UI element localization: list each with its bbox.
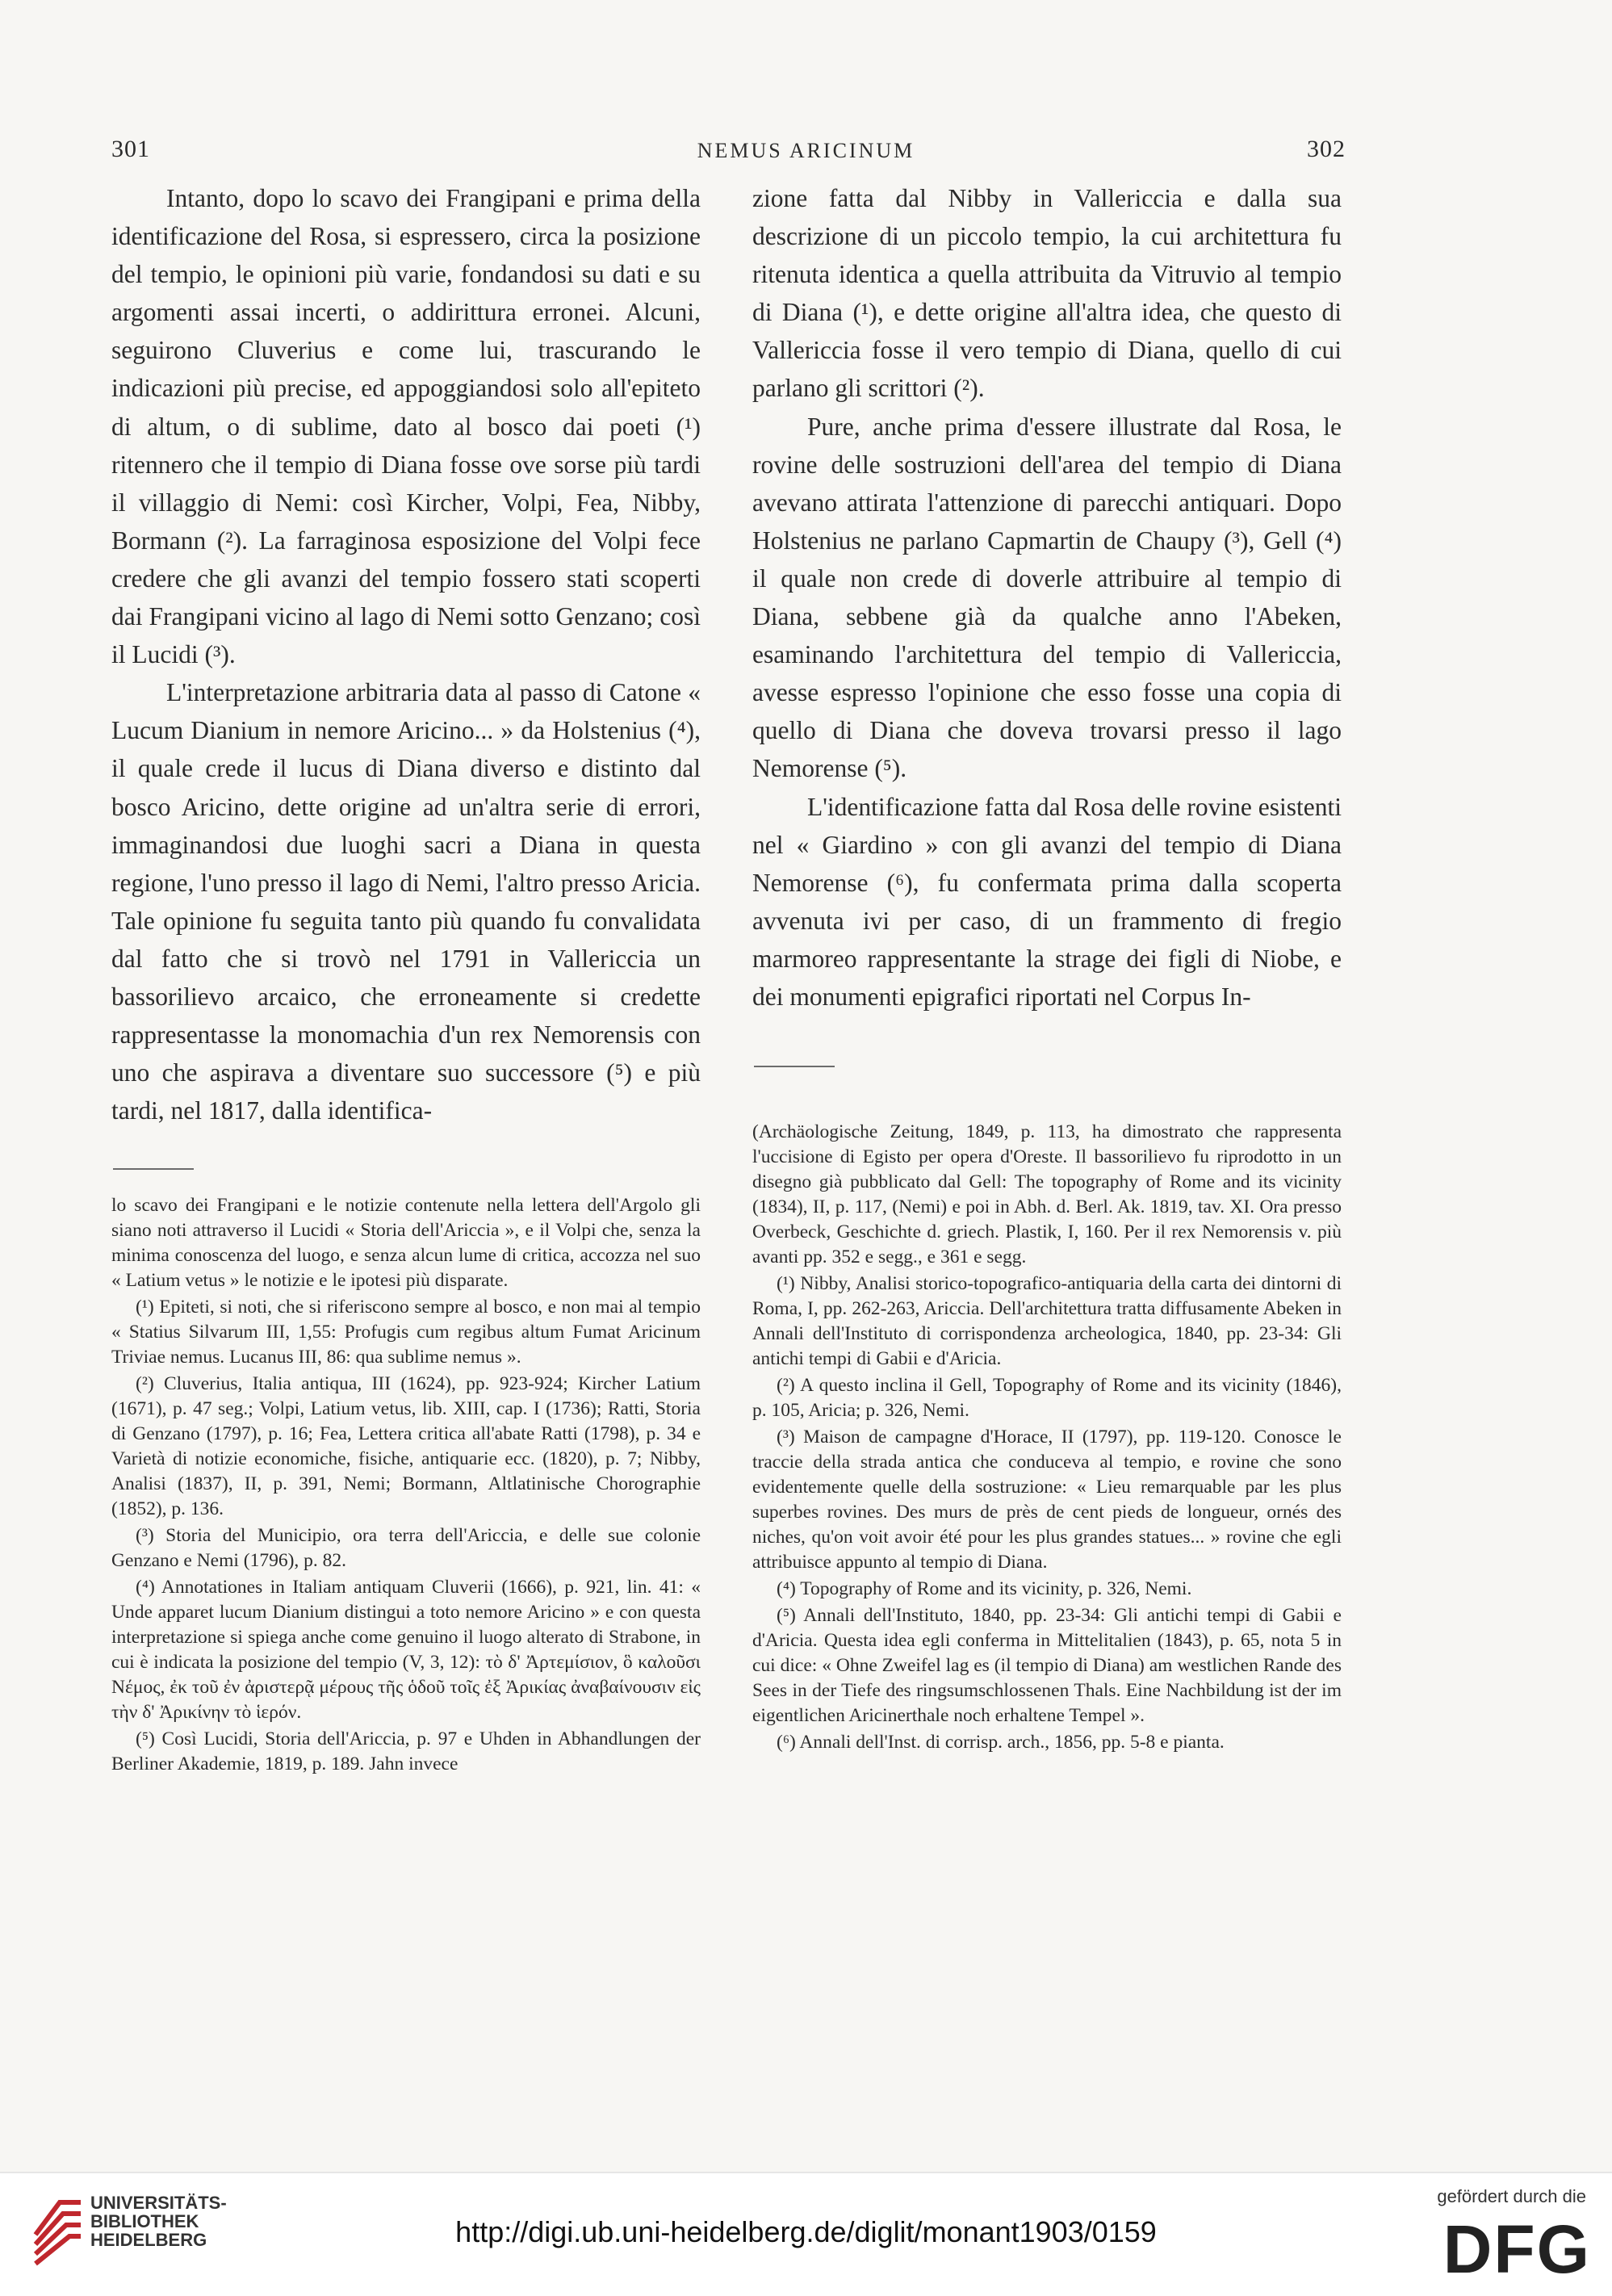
right-text-column — [752, 179, 1342, 1016]
footnote-5: (⁵) Così Lucidi, Storia dell'Ariccia, p. 97 e Uhden in Abhandlungen der Berliner Akademie, 1819, p. 189. Jahn invece — [111, 1728, 701, 1774]
left-footnotes — [111, 1193, 701, 1779]
permalink-url[interactable]: http://digi.ub.uni-heidelberg.de/diglit/monant1903/0159 — [455, 2215, 1157, 2248]
running-title: NEMUS ARICINUM — [697, 139, 915, 162]
funding-caption: gefördert durch die — [1437, 2186, 1586, 2206]
page-number-right: 302 — [1307, 136, 1346, 162]
footnote-1: (¹) Nibby, Analisi storico-topografico-antiquaria della carta dei dintorni di Roma, I, pp. 262-263, Ariccia. Dell'architettura tratta diffusamente Abeken in Annali dell'Instituto di corrispondenza archeologica, 1840, pp. 23-34: Gli antichi tempi di Gabii e d'Aricia. — [752, 1273, 1342, 1369]
footnote-3: (³) Storia del Municipio, ora terra dell'Ariccia, e delle sue colonie Genzano e Nemi (1796), p. 82. — [111, 1525, 701, 1571]
dfg-logo[interactable]: DFG — [1442, 2211, 1591, 2287]
footnote-5: (⁵) Annali dell'Instituto, 1840, pp. 23-34: Gli antichi tempi di Gabii e d'Aricia. Questa idea egli conferma in Mittelitalien (1843), p. 65, nota 5 in cui dice: « Ohne Zweifel lag es (il tempio di Diana) am westlichen Rande des Sees in der Tiefe des ringsumschlossenen Thals. Eine Nachbildung ist der im eigentlichen Aricinerthale noch erhaltene Tempel ». — [752, 1605, 1342, 1726]
library-name[interactable]: UNIVERSITÄTS- BIBLIOTHEK HEIDELBERG — [90, 2193, 227, 2250]
footnote-3: (³) Maison de campagne d'Horace, II (1797), pp. 119-120. Conosce le traccie della strada antica che conduceva al tempio, e rovine che sono evidentemente quelle della sostruzione: « Lieu remarquable par les plus superbes rovines. Des murs de près de cent pieds de longueur, ornés des niches, qu'on voit avoir été pour les plus grandes statues... » rovine che egli attribuisce appunto al tempio di Diana. — [752, 1427, 1342, 1573]
left-text-column — [111, 179, 701, 1129]
left-paragraph-1: Intanto, dopo lo scavo dei Frangipani e prima della identificazione del Rosa, si espressero, circa la posizione del tempio, le opinioni più varie, fondandosi su dati e su argomenti assai incerti, o addirittura erronei. Alcuni, seguirono Cluverius e come lui, trascurando le indicazioni più precise, ed appoggiandosi solo all'epiteto di altum, o di sublime, dato al bosco dai poeti (¹) ritennero che il tempio di Diana fosse ove sorse più tardi il villaggio di Nemi: così Kircher, Volpi, Fea, Nibby, Bormann (²). La farraginosa esposizione del Volpi fece credere che gli avanzi del tempio fossero stati scoperti dai Frangipani vicino al lago di Nemi sotto Genzano; così il Lucidi (³). — [111, 184, 701, 669]
footnote-4: (⁴) Annotationes in Italiam antiquam Cluverii (1666), p. 921, lin. 41: « Unde apparet lucum Dianium distingui a toto nemore Aricino » e con questa interpretazione si spiega anche come genuino il luogo alterato di Strabone, in cui è indicata la posizione del tempio (V, 3, 12): τὸ δ' Ἀρτεμίσιον, ὃ καλοῦσι Νέμος, ἐκ τοῦ ἐν ἀριστερᾷ μέρους τῆς ὁδοῦ τοῖς ἐξ Ἀρικίας ἀναβαίνουσιν εἰς τὴν δ' Ἀρικίνην τὸ ἱερόν. — [111, 1577, 701, 1723]
left-paragraph-2: L'interpretazione arbitraria data al passo di Catone « Lucum Dianium in nemore Aricino... » da Holstenius (⁴), il quale crede il lucus di Diana diverso e distinto dal bosco Aricino, dette origine ad un'altra serie di errori, immaginandosi due luoghi sacri a Diana in questa regione, l'uno presso il lago di Nemi, l'altro presso Aricia. Tale opinione fu seguita tanto più quando fu convalidata dal fatto che si trovò nel 1791 in Vallericcia un bassorilievo arcaico, che erroneamente si credette rappresentasse la monomachia d'un rex Nemorensis con uno che aspirava a diventare suo successore (⁵) e più tardi, nel 1817, dalla identifica- — [111, 678, 701, 1125]
footnote-2: (²) A questo inclina il Gell, Topography of Rome and its vicinity (1846), p. 105, Aricia; p. 326, Nemi. — [752, 1375, 1342, 1421]
footnote-6: (⁶) Annali dell'Inst. di corrisp. arch., 1856, pp. 5-8 e pianta. — [777, 1732, 1225, 1753]
page-number-left: 301 — [111, 136, 150, 162]
footnote-1: (¹) Epiteti, si noti, che si riferiscono sempre al bosco, e non mai al tempio « Statius Silvarum III, 1,55: Profugis cum regibus altum Fumat Aricinum Triviae nemus. Lucanus III, 86: qua sublime nemus ». — [111, 1297, 701, 1368]
right-paragraph-2: Pure, anche prima d'essere illustrate dal Rosa, le rovine delle sostruzioni dell'area del tempio di Diana avevano attirata l'attenzione di parecchi antiquari. Dopo Holstenius ne parlano Capmartin de Chaupy (³), Gell (⁴) il quale non crede di doverle attribuire al tempio di Diana, sebbene già da qualche anno l'Abeken, esaminando l'architettura del tempio di Vallericcia, avesse espresso l'opinione che esso fosse una copia di quello di Diana che doveva trovarsi presso il lago Nemorense (⁵). — [752, 412, 1342, 783]
right-paragraph-1: zione fatta dal Nibby in Vallericcia e dalla sua descrizione di un piccolo tempio, la cui architettura fu ritenuta identica a quella attribuita da Vitruvio al tempio di Diana (¹), e dette origine all'altra idea, che questo di Vallericcia fosse il vero tempio di Diana, quello di cui parlano gli scrittori (²). — [752, 184, 1342, 403]
footnote-4: (⁴) Topography of Rome and its vicinity, p. 326, Nemi. — [777, 1578, 1192, 1599]
footnote-separator-left — [113, 1168, 194, 1170]
right-footnotes — [752, 1120, 1342, 1757]
footnote-continued: (Archäologische Zeitung, 1849, p. 113, ha dimostrato che rappresenta l'uccisione di Egisto per opera d'Oreste. Il bassorilievo fu riprodotto in un disegno già pubblicato dal Gell: The topography of Rome and its vicinity (1834), II, p. 117, (Nemi) e poi in Abh. d. Berl. Ak. 1819, tav. XI. Ora presso Overbeck, Geschichte d. griech. Plastik, I, 160. Per il rex Nemorensis v. più avanti pp. 352 e segg., e 361 e segg. — [752, 1121, 1342, 1267]
footnote-2: (²) Cluverius, Italia antiqua, III (1624), pp. 923-924; Kircher Latium (1671), p. 47 seg.; Volpi, Latium vetus, lib. XIII, cap. I (1736); Ratti, Storia di Genzano (1797), p. 16; Fea, Lettera critica all'abate Ratti (1798), p. 34 e Varietà di notizie economiche, fisiche, antiquarie ecc. (1820), p. 7; Nibby, Analisi (1837), II, p. 391, Nemi; Bormann, Altlatinische Chorographie (1852), p. 136. — [111, 1373, 701, 1519]
footnote-separator-right — [754, 1066, 835, 1067]
footnote-continued: lo scavo dei Frangipani e le notizie contenute nella lettera dell'Argolo gli siano noti attraverso il Lucidi « Storia dell'Ariccia », e il Volpi che, senza la minima conoscenza del luogo, e senza alcun lume di critica, accozza nel suo « Latium vetus » le notizie e le ipotesi più disparate. — [111, 1195, 701, 1291]
right-paragraph-3: L'identificazione fatta dal Rosa delle rovine esistenti nel « Giardino » con gli avanzi del tempio di Diana Nemorense (⁶), fu confermata prima dalla scoperta avvenuta ivi per caso, di un frammento di fregio marmoreo rappresentante la strage dei figli di Niobe, e dei monumenti epigrafici riportati nel Corpus In- — [752, 792, 1342, 1011]
